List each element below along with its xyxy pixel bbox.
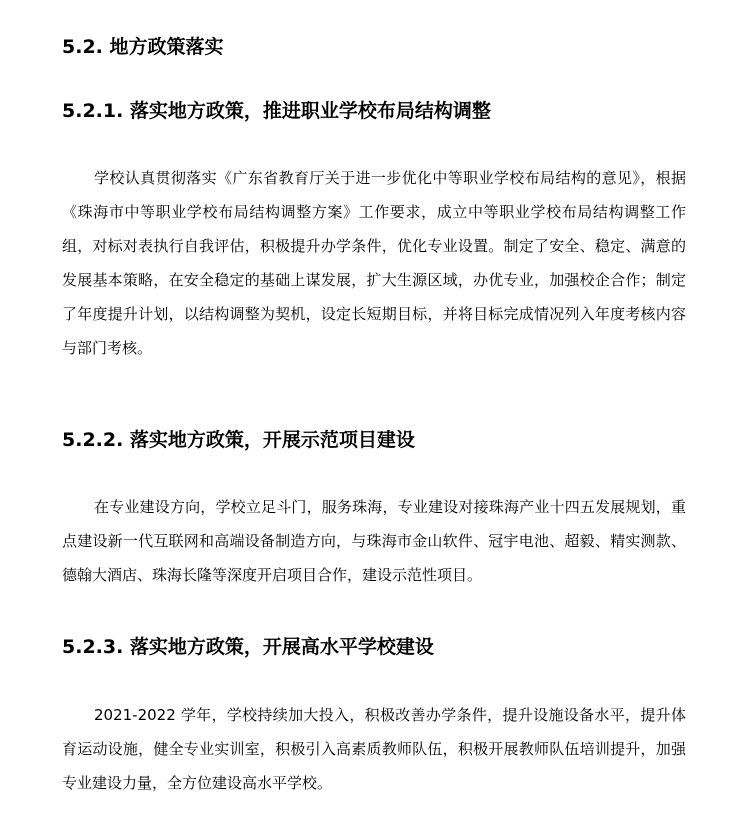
subsection-paragraph-5-2-3: 2021-2022 学年，学校持续加大投入，积极改善办学条件，提升设施设备水平，提升体育运动设施，健全专业实训室，积极引入高素质教师队伍，积极开展教师队伍培训提升，加强专业建设力量，全方位建设高水平学校。	[62, 706, 686, 792]
section-heading: 5.2. 地方政策落实	[62, 36, 224, 58]
subsection-paragraph-5-2-1: 学校认真贯彻落实《广东省教育厅关于进一步优化中等职业学校布局结构的意见》，根据《珠海市中等职业学校布局结构调整方案》工作要求，成立中等职业学校布局结构调整工作组，对标对表执行自我评估，积极提升办学条件，优化专业设置。制定了安全、稳定、满意的发展基本策略，在安全稳定的基础上谋发展，扩大生源区域，办优专业，加强校企合作；制定了年度提升计划，以结构调整为契机，设定长短期目标，并将目标完成情况列入年度考核内容与部门考核。	[62, 169, 686, 357]
subsection-heading-5-2-2: 5.2.2. 落实地方政策，开展示范项目建设	[62, 429, 415, 451]
subsection-heading-5-2-3: 5.2.3. 落实地方政策，开展高水平学校建设	[62, 636, 434, 658]
subsection-paragraph-5-2-2: 在专业建设方向，学校立足斗门，服务珠海，专业建设对接珠海产业十四五发展规划，重点建设新一代互联网和高端设备制造方向，与珠海市金山软件、冠宇电池、超毅、精实测款、德翰大酒店、珠海长隆等深度开启项目合作，建设示范性项目。	[62, 498, 686, 584]
subsection-heading-5-2-1: 5.2.1. 落实地方政策，推进职业学校布局结构调整	[62, 100, 491, 122]
